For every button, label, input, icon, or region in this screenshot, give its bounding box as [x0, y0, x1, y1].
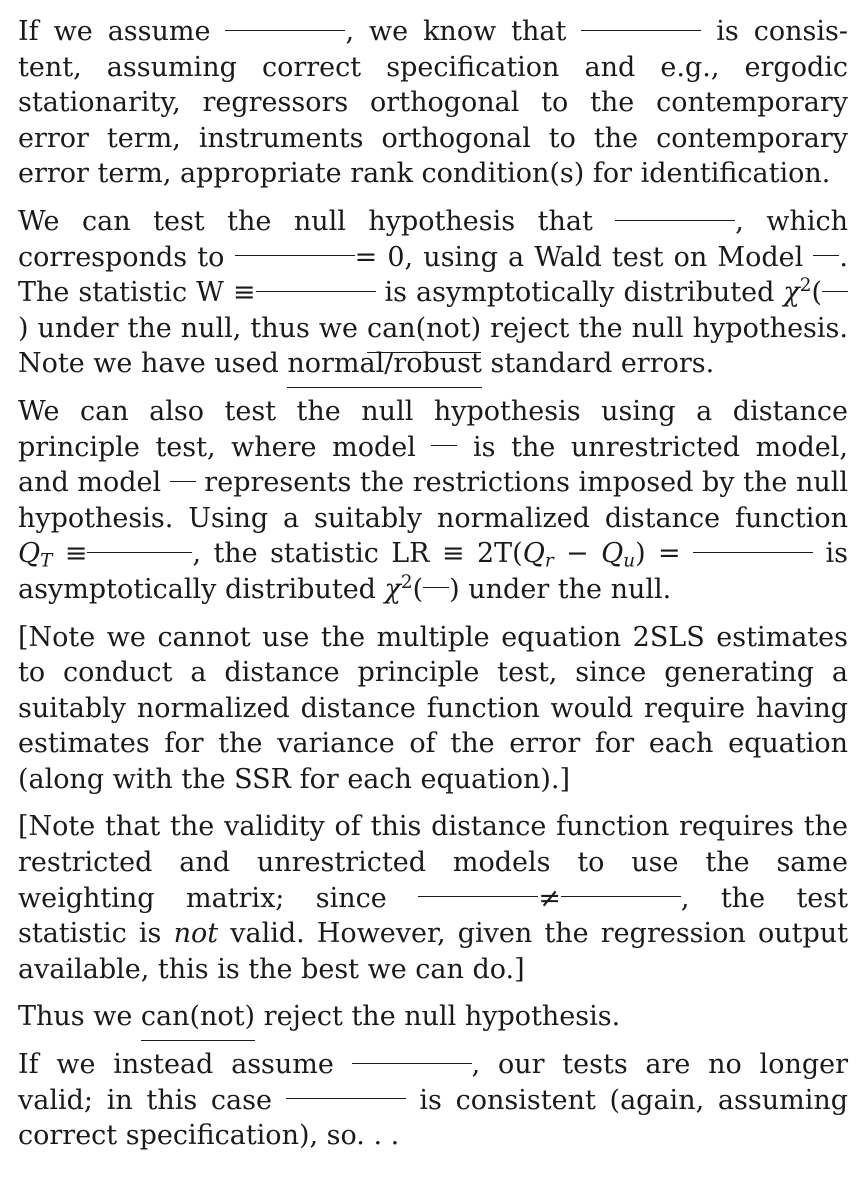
- text-run: represents the restrictions imposed by the null hypothesis. Using a suitably normalized distance function: [18, 467, 848, 534]
- not-equal-symbol: ≠: [538, 882, 561, 914]
- choice-can-not[interactable]: can(not): [367, 313, 481, 353]
- paragraph-note-validity: [18, 809, 848, 987]
- choice-normal-robust[interactable]: normal/robust: [287, 348, 482, 388]
- text-run: is asymptotically distributed: [18, 538, 848, 605]
- text-run: , we know that: [345, 16, 582, 47]
- text-run: ) under the null, thus we: [18, 312, 367, 344]
- answer-blank[interactable]: [561, 895, 681, 897]
- chi-symbol: χ: [384, 573, 401, 605]
- text-run: is consistent (again, assuming correct specification), so. . .: [18, 1084, 848, 1152]
- paragraph-assumptions: [18, 14, 848, 192]
- text-run: Thus we: [18, 1001, 141, 1033]
- answer-blank[interactable]: [615, 219, 735, 221]
- answer-blank[interactable]: [431, 444, 457, 446]
- paragraph-conclusion: [18, 999, 848, 1035]
- text-run: , the statistic LR ≡ 2T(: [192, 538, 523, 570]
- answer-blank[interactable]: [352, 1062, 472, 1064]
- superscript: 2: [400, 571, 413, 593]
- text-run: , the test statistic is: [18, 882, 848, 950]
- text-run: (: [412, 573, 424, 605]
- text-run: ≡: [52, 538, 88, 570]
- answer-blank[interactable]: [423, 586, 449, 588]
- text-run: [Note that the validity of this distance function requires the restricted and unrestricted models to use the same weighting matrix; since: [18, 811, 848, 914]
- emphasis: not: [173, 918, 219, 950]
- text-run: . The statistic W ≡: [18, 241, 848, 309]
- text-run: reject the null hypothesis.: [255, 1001, 621, 1033]
- text-run: , which corresponds to: [18, 205, 848, 273]
- math-var: Q: [601, 538, 624, 570]
- text-run: valid. However, given the regression output available, this is the best we can do.]: [18, 918, 848, 985]
- text-run: We can also test the null hypothesis using a distance principle test, where model: [18, 395, 848, 463]
- paragraph-alternative: [18, 1047, 848, 1154]
- text-run: ) under the null.: [449, 573, 672, 605]
- text-run: standard errors.: [481, 348, 715, 380]
- answer-blank[interactable]: [813, 254, 839, 256]
- text-run: If we instead assume: [18, 1049, 352, 1081]
- answer-blank[interactable]: [256, 290, 376, 292]
- text-run: is the unrestricted model, and model: [18, 431, 848, 499]
- math-var: Q: [18, 538, 41, 570]
- paragraph-distance-test: [18, 394, 848, 608]
- text-run: is asymptotically distributed: [375, 277, 784, 309]
- answer-blank[interactable]: [581, 29, 701, 31]
- answer-blank[interactable]: [822, 290, 848, 292]
- subscript: T: [40, 550, 53, 572]
- answer-blank[interactable]: [235, 254, 355, 256]
- text-run: = 0, using a Wald test on Model: [354, 241, 814, 273]
- answer-blank[interactable]: [693, 551, 813, 553]
- answer-blank[interactable]: [225, 29, 345, 31]
- text-run: We can test the null hypothesis that: [18, 205, 616, 237]
- answer-blank[interactable]: [286, 1097, 406, 1099]
- answer-blank[interactable]: [87, 551, 192, 553]
- choice-can-not[interactable]: can(not): [141, 1001, 255, 1041]
- text-run: , our tests are no longer valid; in this case: [18, 1049, 849, 1116]
- subscript: u: [623, 550, 636, 572]
- superscript: 2: [799, 275, 812, 297]
- paragraph-note-2sls: [Note we cannot use the multiple equation 2SLS estimates to conduct a distance principle test, since generating a suitably normalized distance function would require having estimates for the variance of the error for each equation (along with the SSR for each equation).]: [18, 621, 848, 795]
- text-run: ) =: [635, 538, 694, 570]
- text-run: (: [811, 277, 823, 309]
- text-run: reject the null hypothesis. Note we have used: [18, 312, 848, 380]
- text-run: −: [553, 538, 602, 570]
- text-run: If we assume: [18, 16, 226, 47]
- answer-blank[interactable]: [170, 480, 196, 482]
- subscript: r: [544, 550, 554, 572]
- paragraph-wald-test: [18, 204, 848, 382]
- chi-symbol: χ: [783, 277, 800, 309]
- text-run: is consis- tent, assuming correct specification and e.g., ergodic stationarity, regressors orthogonal to the contemporary error term, instruments orthogonal to the contemporary error term, appropriate rank condition(s) for identification.: [18, 16, 848, 190]
- math-var: Q: [522, 538, 545, 570]
- answer-blank[interactable]: [418, 895, 538, 897]
